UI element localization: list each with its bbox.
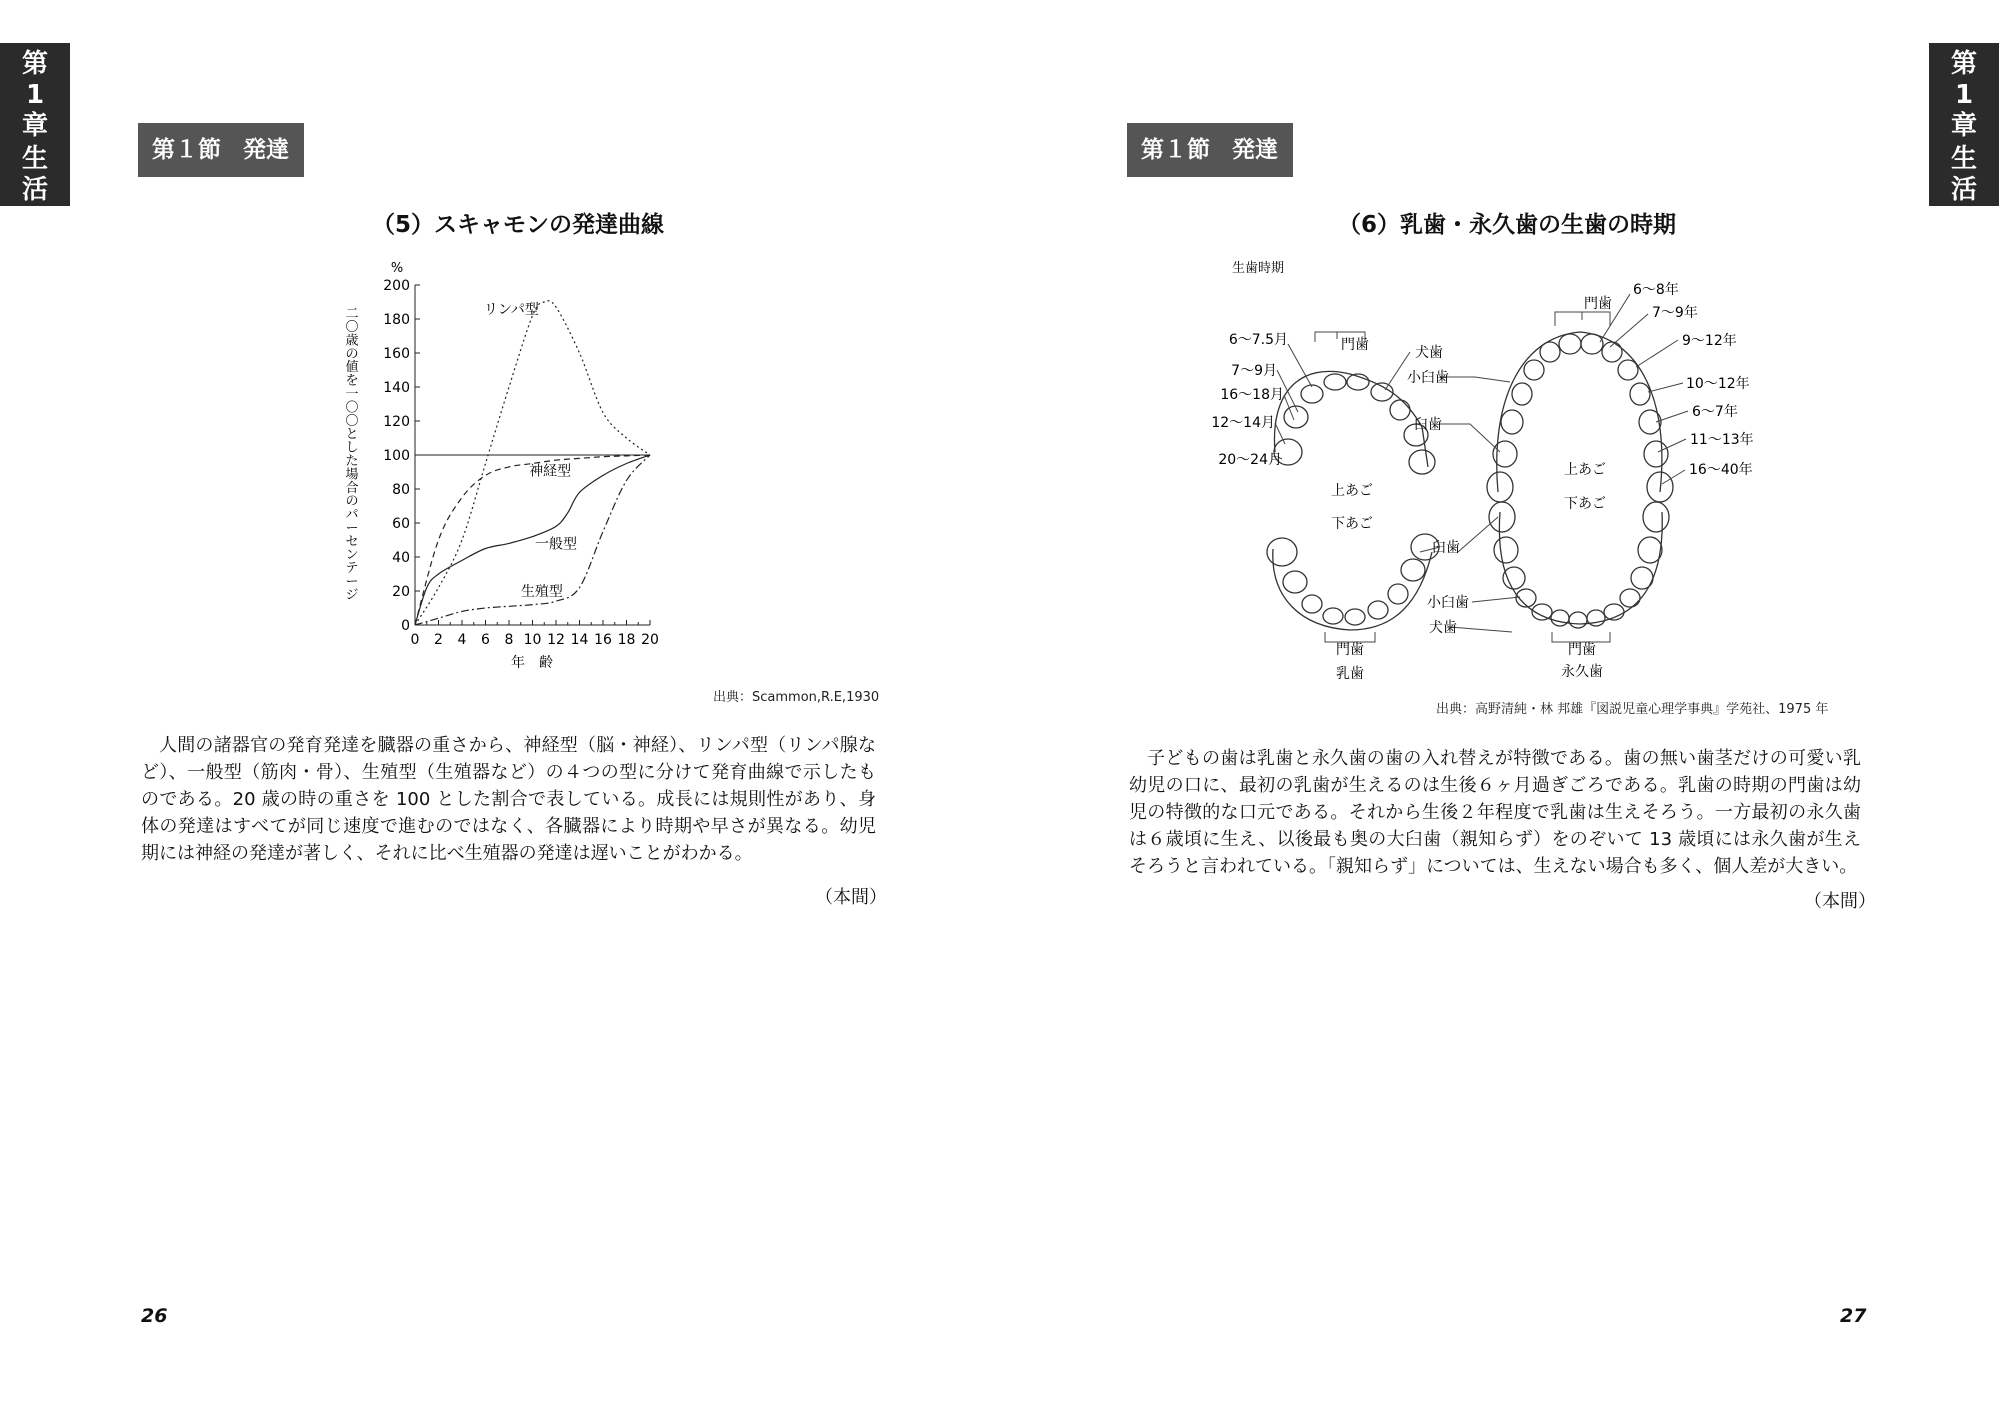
- y-tick-label: 0: [401, 618, 410, 634]
- y-axis-label-char: 〇: [345, 413, 359, 429]
- y-axis-label-char: 歳: [345, 333, 359, 349]
- eruption-label: 6〜7年: [1692, 404, 1738, 420]
- x-tick-label: 4: [457, 632, 467, 648]
- body-paragraph: 人間の諸器官の発育発達を臓器の重さから、神経型（脳・神経）、リンパ型（リンパ腺など）、一般型（筋肉・骨）、生殖型（生殖器など）の４つの型に分けて発育曲線で示したものである。20 歳の時の重さを 100 とした割合で表している。成長には規則性があり、身体の発達はすべてが同じ速度で進むのではなく、各臓器により時期や早さが異なる。幼児期には神経の発達が著しく、それに比べ生殖器の発達は遅いことがわかる。: [141, 735, 877, 864]
- y-tick-label: 20: [392, 584, 410, 600]
- jaw-label: 上あご: [1564, 462, 1606, 478]
- author-credit: （本間）: [1804, 891, 1876, 912]
- y-tick-label: 100: [383, 448, 410, 464]
- tooth-name-label: 犬歯: [1415, 345, 1443, 361]
- eruption-label: 6〜7.5月: [1228, 332, 1288, 348]
- chapter-tab-char: 活: [21, 175, 48, 205]
- eruption-label: 9〜12年: [1682, 333, 1737, 349]
- chapter-tab-digit: 1: [1954, 80, 1974, 110]
- eruption-label: 16〜40年: [1689, 462, 1753, 478]
- x-tick-label: 0: [410, 632, 420, 648]
- chart-axes: [415, 285, 650, 625]
- section-number: 第１節: [152, 137, 221, 163]
- x-tick-label: 14: [570, 632, 589, 648]
- tooth-name-label: 臼歯: [1414, 417, 1442, 433]
- jaw-label: 下あご: [1331, 516, 1373, 532]
- tooth-name-label: 門歯: [1336, 642, 1364, 658]
- tooth-name-label: 臼歯: [1432, 540, 1460, 556]
- body-paragraph: 子どもの歯は乳歯と永久歯の歯の入れ替えが特徴である。歯の無い歯茎だけの可愛い乳幼児の口に、最初の乳歯が生えるのは生後６ヶ月過ぎごろである。乳歯の時期の門歯は幼児の特徴的な口元である。それから生後２年程度で乳歯は生えそろう。一方最初の永久歯は６歳頃に生え、以後最も奥の大臼歯（親知らず）をのぞいて 13 歳頃には永久歯が生えそろうと言われている。「親知らず」については、生えない場合も多く、個人差が大きい。: [1129, 748, 1861, 877]
- y-tick-label: 180: [383, 312, 410, 328]
- chapter-tab-char: 第: [1950, 49, 1977, 79]
- x-tick-label: 16: [594, 632, 612, 648]
- section-badge: [1127, 123, 1293, 177]
- set-label-permanent: 永久歯: [1561, 664, 1603, 680]
- eruption-label: 7〜9月: [1231, 363, 1277, 379]
- y-axis-label-char: 場: [345, 467, 359, 483]
- diagram-heading: 生歯時期: [1232, 261, 1285, 276]
- y-axis-label-char: た: [345, 454, 359, 469]
- y-tick-label: 40: [392, 550, 410, 566]
- eruption-label: 11〜13年: [1690, 432, 1754, 448]
- chapter-tab: [1929, 43, 1999, 206]
- x-tick-label: 12: [547, 632, 565, 648]
- scammon-chart: [340, 255, 680, 685]
- section-number: 第１節: [1141, 137, 1210, 163]
- y-axis-label-char: を: [345, 373, 359, 389]
- deciduous-upper-arch: [1274, 371, 1435, 474]
- jaw-labels: [1331, 462, 1606, 532]
- x-tick-label: 8: [504, 632, 514, 648]
- tooth-name-label: 小臼歯: [1427, 595, 1469, 611]
- y-tick-label: 60: [392, 516, 410, 532]
- figure-title: （6）乳歯・永久歯の生歯の時期: [1337, 212, 1676, 238]
- tooth-name-label: 門歯: [1584, 296, 1612, 312]
- tooth-name-label: 門歯: [1341, 337, 1369, 353]
- x-tick-label: 6: [481, 632, 490, 648]
- x-tick-label: 10: [523, 632, 542, 648]
- set-label-deciduous: 乳歯: [1336, 666, 1364, 682]
- series-label: リンパ型: [483, 301, 539, 318]
- x-tick-label: 18: [617, 632, 636, 648]
- y-axis-label-char: 二: [345, 306, 359, 322]
- chapter-tab: [0, 43, 70, 206]
- x-tick-label: 2: [434, 632, 443, 648]
- chapter-tab-char: 生: [21, 144, 48, 174]
- eruption-label: 10〜12年: [1686, 376, 1750, 392]
- y-axis-label-char: の: [345, 494, 359, 510]
- y-tick-label: 200: [383, 278, 410, 294]
- eruption-label: 16〜18月: [1220, 387, 1284, 403]
- chapter-tab-char: 生: [1950, 144, 1977, 174]
- y-axis-label-char: と: [345, 427, 359, 443]
- eruption-label: 7〜9年: [1652, 305, 1698, 321]
- deciduous-lower-arch: [1267, 534, 1439, 630]
- y-axis-label-char: ン: [345, 547, 359, 563]
- y-axis-label-char: 値: [345, 360, 359, 376]
- y-tick-label: 120: [383, 414, 410, 430]
- author-credit: （本間）: [815, 887, 887, 908]
- y-tick-label: 80: [392, 482, 410, 498]
- x-tick-label: 20: [641, 632, 659, 648]
- y-axis-label-char: 〇: [345, 320, 359, 335]
- chapter-tab-char: 章: [1950, 111, 1977, 141]
- y-axis-label-char: 〇: [345, 400, 359, 416]
- y-axis-label: [345, 307, 358, 603]
- y-axis-label-char: ジ: [345, 588, 359, 603]
- y-axis-label-char: 一: [345, 387, 359, 402]
- teeth-diagram: [1200, 252, 1780, 692]
- y-tick-label: 160: [383, 346, 410, 362]
- series-label: 神経型: [529, 463, 572, 480]
- y-axis-label-char: 合: [345, 480, 359, 496]
- y-axis-label-char: し: [345, 440, 359, 456]
- chart-series-labels: [484, 301, 577, 600]
- eruption-label: 12〜14月: [1211, 415, 1275, 431]
- jaw-label: 下あご: [1564, 496, 1606, 512]
- permanent-eruption-labels: [1633, 281, 1754, 478]
- tooth-name-label: 門歯: [1568, 642, 1596, 658]
- deciduous-eruption-labels: [1211, 332, 1288, 468]
- y-tick-label: 140: [383, 380, 410, 396]
- y-axis-label-char: ー: [345, 521, 359, 536]
- y-axis-label-char: の: [345, 346, 359, 362]
- figure-title: （5）スキャモンの発達曲線: [371, 212, 664, 238]
- chapter-tab-char: 活: [1950, 175, 1977, 205]
- section-title: 発達: [243, 137, 289, 163]
- eruption-label: 20〜24月: [1218, 452, 1282, 468]
- figure-source: 出典：Scammon,R.E,1930: [713, 690, 880, 705]
- permanent-lower-arch: [1489, 502, 1669, 628]
- y-axis-unit: %: [390, 261, 404, 276]
- chapter-tab-char: 章: [21, 111, 48, 141]
- chapter-tab-digit: 1: [25, 80, 45, 110]
- y-axis-label-char: セ: [345, 534, 359, 550]
- section-badge: [138, 123, 304, 177]
- y-axis-label-char: パ: [345, 507, 359, 523]
- x-axis-label: 年 齢: [511, 655, 553, 671]
- series-label: 生殖型: [520, 584, 563, 601]
- y-axis-label-char: ー: [345, 574, 359, 590]
- y-axis-label-char: テ: [345, 561, 359, 577]
- right-page: [1000, 0, 2000, 1417]
- chapter-tab-char: 第: [21, 49, 48, 79]
- series-label: 一般型: [535, 536, 577, 553]
- tooth-name-label: 小臼歯: [1407, 370, 1449, 386]
- page-number: 27: [1840, 1305, 1867, 1327]
- tooth-name-label: 犬歯: [1429, 620, 1457, 636]
- page-number: 26: [141, 1305, 168, 1327]
- figure-source: 出典：高野清純・林 邦雄『図説児童心理学事典』学苑社、1975 年: [1436, 702, 1829, 717]
- jaw-label: 上あご: [1331, 483, 1373, 499]
- section-title: 発達: [1232, 137, 1278, 163]
- eruption-label: 6〜8年: [1633, 282, 1679, 298]
